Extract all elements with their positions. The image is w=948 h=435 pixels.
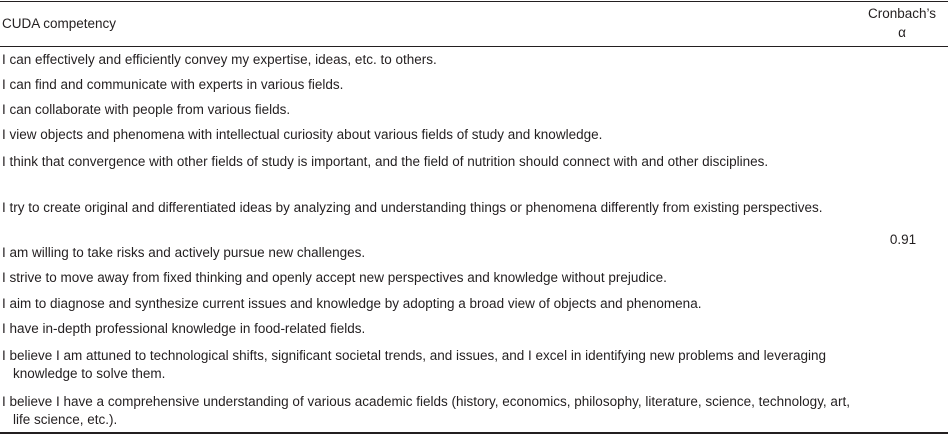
table-row: I think that convergence with other fields of study is important, and the field of nutrition should connect with and other disciplines.	[2, 154, 769, 169]
cronbach-alpha-value: 0.91	[889, 232, 917, 247]
table-top-rule	[0, 1, 948, 2]
header-alpha-line2: α	[898, 25, 906, 40]
table-row: I have in-depth professional knowledge in food-related fields.	[2, 321, 366, 336]
table-row: I am willing to take risks and actively pursue new challenges.	[2, 245, 366, 260]
table-row: I try to create original and differentiated ideas by analyzing and understanding things or phenomena differently from existing perspectives.	[2, 200, 823, 215]
table-row: I view objects and phenomena with intellectual curiosity about various fields of study and knowledge.	[2, 127, 603, 142]
table-row: I believe I have a comprehensive understanding of various academic fields (history, economics, philosophy, literature, science, technology, art, life science, etc.).	[2, 394, 850, 427]
table-row: I believe I am attuned to technological shifts, significant societal trends, and issues, and I excel in identifying new problems and leveraging knowledge to solve them.	[2, 348, 826, 381]
table-row: I can find and communicate with experts in various fields.	[2, 77, 344, 92]
table-row: I strive to move away from fixed thinking and openly accept new perspectives and knowledge without prejudice.	[2, 270, 667, 285]
header-cronbach-alpha	[856, 4, 948, 42]
table-row: I can effectively and efficiently convey my expertise, ideas, etc. to others.	[2, 52, 437, 67]
header-competency: CUDA competency	[2, 16, 117, 31]
table-row: I aim to diagnose and synthesize current issues and knowledge by adopting a broad view of objects and phenomena.	[2, 296, 702, 311]
table-header-rule	[0, 46, 948, 47]
table-row: I can collaborate with people from various fields.	[2, 102, 291, 117]
header-alpha-line1: Cronbach’s	[867, 6, 937, 21]
table-bottom-rule	[0, 432, 948, 434]
